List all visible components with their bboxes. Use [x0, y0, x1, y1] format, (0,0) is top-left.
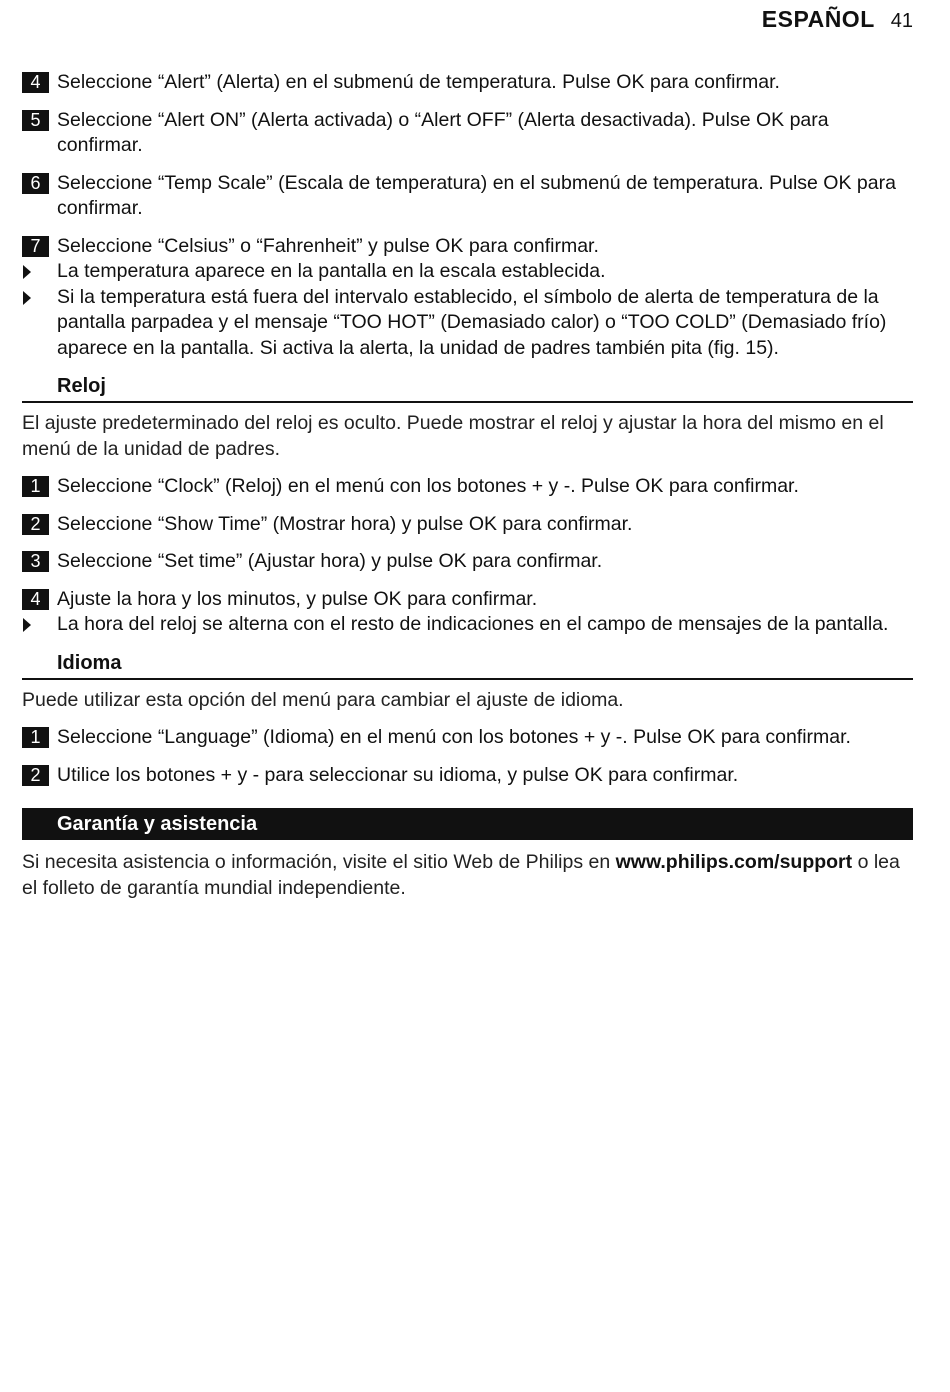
step-number: 3: [22, 551, 49, 572]
step-text: Seleccione “Celsius” o “Fahrenheit” y pulse OK para confirmar.: [57, 234, 599, 257]
page-content: [22, 70, 913, 913]
step-number: 7: [22, 236, 49, 257]
step-item: [22, 70, 913, 96]
language-label: ESPAÑOL: [761, 6, 875, 32]
warranty-text-before: Si necesita asistencia o información, visite el sitio Web de Philips en: [22, 851, 616, 873]
step-item: [22, 725, 913, 751]
step-item: [22, 108, 913, 159]
step-number: 1: [22, 476, 49, 497]
language-intro: Puede utilizar esta opción del menú para cambiar el ajuste de idioma.: [22, 688, 624, 711]
warranty-text-after: o lea el folleto de garantía mundial independiente.: [22, 851, 900, 899]
step-number: 1: [22, 727, 49, 748]
page-number: 41: [890, 10, 913, 32]
support-link[interactable]: www.philips.com/support: [615, 851, 853, 873]
step-item: [22, 234, 913, 260]
step-number: 4: [22, 589, 49, 610]
step-number: 5: [22, 110, 49, 131]
clock-intro: El ajuste predeterminado del reloj es oculto. Puede mostrar el reloj y ajustar la hora del mismo en el menú de la unidad de padres.: [22, 412, 884, 460]
step-text: Seleccione “Alert” (Alerta) en el submenú de temperatura. Pulse OK para confirmar.: [57, 71, 780, 93]
step-number: 6: [22, 173, 49, 194]
step-item: [22, 474, 913, 500]
bullet-text: La hora del reloj se alterna con el resto de indicaciones en el campo de mensajes de la pantalla.: [57, 613, 889, 635]
bullet-text: La temperatura aparece en la pantalla en la escala establecida.: [57, 260, 606, 282]
step-text: Seleccione “Language” (Idioma) en el menú con los botones + y -. Pulse OK para confirmar.: [57, 726, 851, 748]
step-text: Seleccione “Show Time” (Mostrar hora) y pulse OK para confirmar.: [57, 512, 633, 535]
step-item: [22, 587, 913, 613]
step-text: Seleccione “Alert ON” (Alerta activada) o “Alert OFF” (Alerta desactivada). Pulse OK para confirmar.: [57, 108, 829, 156]
bullet-item: [22, 612, 913, 638]
step-number: 4: [22, 72, 49, 93]
step-item: [22, 763, 913, 789]
step-text: Seleccione “Temp Scale” (Escala de temperatura) en el submenú de temperatura. Pulse OK para confirmar.: [57, 171, 896, 219]
bullet-arrow-icon: [23, 618, 31, 632]
step-item: [22, 512, 913, 538]
step-text: Ajuste la hora y los minutos, y pulse OK para confirmar.: [57, 587, 538, 610]
bullet-item: [22, 259, 913, 285]
page-header: [762, 6, 913, 36]
step-item: [22, 171, 913, 222]
bullet-text: Si la temperatura está fuera del intervalo establecido, el símbolo de alerta de temperatura de la pantalla parpadea y el mensaje “TOO HOT” (Demasiado calor) o “TOO COLD” (Demasiado frío) aparece en la pantalla. Si activa la alerta, la unidad de padres también pita (fig. 15).: [57, 285, 887, 359]
section-heading-clock: Reloj: [22, 373, 913, 403]
step-text: Seleccione “Clock” (Reloj) en el menú con los botones + y -. Pulse OK para confirmar.: [57, 475, 799, 497]
step-text: Utilice los botones + y - para seleccionar su idioma, y pulse OK para confirmar.: [57, 763, 739, 786]
bullet-item: [22, 285, 913, 362]
step-item: [22, 549, 913, 575]
warranty-text: [22, 850, 913, 901]
bullet-arrow-icon: [23, 291, 31, 305]
step-text: Seleccione “Set time” (Ajustar hora) y pulse OK para confirmar.: [57, 550, 603, 572]
bullet-arrow-icon: [23, 265, 31, 279]
step-number: 2: [22, 765, 49, 786]
section-heading-language: Idioma: [22, 650, 913, 680]
section-heading-warranty: Garantía y asistencia: [22, 808, 913, 840]
step-number: 2: [22, 514, 49, 535]
